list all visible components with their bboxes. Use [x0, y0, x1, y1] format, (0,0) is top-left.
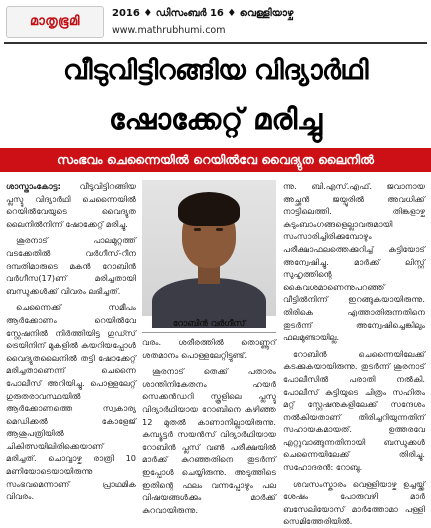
article-column-1	[6, 180, 136, 502]
masthead	[0, 0, 431, 44]
edition-dateline: 2016 ♦ ഡിസംബർ 16 ♦ വെള്ളിയാഴ്ച	[112, 8, 294, 19]
masthead-rule	[4, 42, 427, 44]
headline-line-1: വീടുവിട്ടിറങ്ങിയ വിദ്യാർഥി	[62, 55, 369, 86]
article-column-2	[142, 336, 276, 515]
headline-line-2: ഷോക്കേറ്റ് മരിച്ചു	[108, 102, 323, 136]
article-paragraph: ശൂരനാട് പാലമുറ്റത്ത് വടക്കേതിൽ വർഗീസ്-റീന ദമ്പതിമാരുടെ മകൻ റോബിൻ വർഗീസ(17)ണ് മരിച്ചതായി ബന്ധുക്കൾക്ക് വിവരം ലഭിച്ചത്.	[6, 235, 136, 296]
student-photo	[142, 180, 276, 316]
subheadline-banner: സംഭവം ചെന്നൈയിൽ റെയിൽവേ വൈദ്യുത ലൈനിൽ	[0, 148, 431, 172]
caption-rule	[142, 332, 276, 333]
article-place: ശാസ്താംകോട്ട:	[6, 181, 61, 191]
article-column-3	[283, 180, 425, 527]
article-paragraph: ന്നു. ബി.എസ്.എഫ്. ജവാനായ അച്ഛൻ ജയ്പൂരിൽ അവധിക്ക് നാട്ടിലെത്തി. തിങ്കളാഴ്ച കുടുംബാംഗങ്ങളെല്ലാവരുമായി സംസാരിച്ചിരിക്കുമ്പോഴും പരീക്ഷാഫലത്തെക്കുറിച്ച് കുട്ടിയോട് അന്വേഷിച്ചു. മാർക്ക് ലിസ്റ്റ് സുഹൃത്തിന്റെ കൈവശമാണെന്നുപറഞ്ഞ് വീട്ടിൽനിന്ന് ഇറങ്ങുകയായിരുന്നു. തിരികെ എത്താതിരുന്നതിനെ തുടർന്ന് അന്വേഷിച്ചെങ്കിലും ഫലമുണ്ടായില്ല.	[283, 181, 425, 343]
article-paragraph: റോബിൻ ചെന്നൈയിലേക്ക് കടക്കുകയായിരുന്നു. തുടർന്ന് ശൂരനാട് പോലീസിൽ പരാതി നൽകി. പോലീസ് കുട്ടിയുടെ ചിത്രം സഹിതം മറ്റ് സ്റ്റേഷനുകളിലേക്ക് സന്ദേശം നൽകിയതാണ് തിരിച്ചറിയുന്നതിന് സഹായകമായത്. ഉത്തരവേ എറ്റുവാങ്ങുന്നതിനായി ബന്ധുക്കൾ ചെന്നൈയിലേക്ക് തിരിച്ചു. സഹോദരൻ: റോബു.	[283, 348, 425, 473]
photo-caption: റോബിൻ വർഗീസ്	[172, 319, 246, 329]
article-lead-paragraph	[6, 180, 136, 230]
article-paragraph: ശവസംസ്കാരം വെള്ളിയാഴ്ച ഉച്ചയ്ക്ക് ശേഷം പോരുവഴി മാർ ബസേലിയോസ് മാർത്തോമാ പള്ളി സെമിത്തേരിയിൽ.	[283, 478, 425, 527]
article-lead-text: വീടുവിട്ടിറങ്ങിയ പ്ലസ്ടു വിദ്യാർഥി ചെന്നൈയിൽ റെയിൽവേയുടെ വൈദ്യുത ലൈനിൽനിന്ന് ഷോക്കേറ്റ് മരിച്ചു.	[6, 181, 136, 229]
newspaper-logo: മാതൃഭൂമി	[6, 6, 104, 38]
article-paragraph: ചെന്നൈക്ക് സമീപം ആർക്കോണം റെയിൽവേ സ്റ്റേഷനിൽ നിർത്തിയിട്ട ഗുഡ്സ് ട്രെയിനിന് മുകളിൽ കയറിയപ്പോൾ വൈദ്യുതലൈനിൽ തട്ടി ഷോക്കേറ്റ് മരിച്ചതാണെന്ന് ചെന്നൈ പോലീസ് അറിയിച്ചു. പൊള്ളലേറ്റ് ഗുരുതരാവസ്ഥയിൽ ആർക്കോണത്തെ സ്വകാര്യ മെഡിക്കൽ കോളേജ് ആശുപത്രിയിൽ ചികിത്സയിലിരിക്കെയാണ് മരിച്ചത്. ചൊവ്വാഴ്ച രാത്രി 10 മണിയോടെയായിരുന്നു സംഭവമെന്നാണ് പ്രാഥമിക വിവരം.	[6, 302, 136, 502]
article-paragraph: വരം. ശരീരത്തിൽ തൊണ്ണൂറ് ശതമാനം പൊള്ളലേറ്റിട്ടുണ്ട്.	[142, 337, 276, 360]
article-paragraph: ശൂരനാട് തെക്ക് പതാരം ശാന്തിനികേതനം ഹയർ സെക്കൻഡറി സ്കൂളിലെ പ്ലസ്ടു വിദ്യാർഥിയായ റോബിനെ കഴിഞ്ഞ 12 മുതൽ കാണാനില്ലായിരുന്നു. കമ്പ്യൂട്ടർ സയൻസ് വിദ്യാർഥിയായ റോബിൻ പ്ലസ് വൺ പരീക്ഷയിൽ മാർക്ക് കുറഞ്ഞതിനെ തുടർന്ന് ഇപ്പോൾ ചെയ്യിരുന്നു. അടുത്തിടെ ഇതിന്റെ ഫലം വന്നപ്പോഴും പല വിഷയങ്ങൾക്കും മാർക്ക് കുറവായിരുന്നു.	[142, 366, 276, 515]
website-url: www.mathrubhumi.com	[112, 25, 226, 36]
